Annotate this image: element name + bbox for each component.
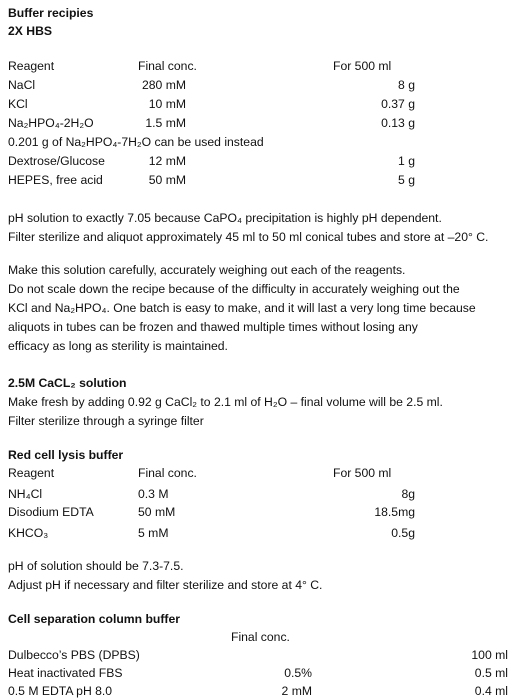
column-header-for-500ml: For 500 ml	[333, 466, 392, 480]
final-conc-value: 5 mM	[138, 526, 169, 540]
paragraph-line: Make fresh by adding 0.92 g CaCl₂ to 2.1 ml of H₂O – final volume will be 2.5 ml.	[8, 395, 443, 409]
final-conc-value: 280 mM	[141, 78, 186, 92]
paragraph-line: Make this solution carefully, accurately weighing out each of the reagents.	[8, 263, 406, 277]
paragraph-line: pH solution to exactly 7.05 because CaPO₄ precipitation is highly pH dependent.	[8, 211, 442, 225]
reagent-name: Na₂HPO₄-2H₂O	[8, 116, 94, 130]
paragraph-line: aliquots in tubes can be frozen and thawed multiple times without losing any	[8, 320, 418, 334]
final-conc-value: 1.5 mM	[145, 116, 186, 130]
paragraph-line: Filter sterilize and aliquot approximately 45 ml to 50 ml conical tubes and store at –20° C.	[8, 230, 489, 244]
paragraph-line: efficacy as long as sterility is maintained.	[8, 339, 228, 353]
reagent-name: Heat inactivated FBS	[8, 666, 123, 680]
reagent-name: NH₄Cl	[8, 487, 43, 501]
column-header-final-conc: Final conc.	[231, 630, 290, 644]
reagent-name: NaCl	[8, 78, 36, 92]
substitution-note: 0.201 g of Na₂HPO₄-7H₂O can be used instead	[8, 135, 264, 149]
reagent-name: 0.5 M EDTA pH 8.0	[8, 684, 113, 698]
paragraph-line: pH of solution should be 7.3-7.5.	[8, 559, 184, 573]
amount-value: 1 g	[398, 154, 415, 168]
paragraph-line: Filter sterilize through a syringe filter	[8, 414, 204, 428]
amount-value: 5 g	[398, 173, 415, 187]
amount-value: 0.5g	[391, 526, 415, 540]
paragraph-line: Adjust pH if necessary and filter sterilize and store at 4° C.	[8, 578, 323, 592]
paragraph-line: Do not scale down the recipe because of the difficulty in accurately weighing out the	[8, 282, 460, 296]
reagent-name: KCl	[8, 97, 28, 111]
section-title-red-cell-lysis: Red cell lysis buffer	[8, 448, 124, 462]
column-header-reagent: Reagent	[8, 59, 55, 73]
paragraph-line: KCl and Na₂HPO₄. One batch is easy to make, and it will last a very long time because	[8, 301, 476, 315]
amount-value: 0.5 ml	[474, 666, 508, 680]
amount-value: 8g	[401, 487, 415, 501]
document-title: Buffer recipies	[8, 6, 94, 20]
amount-value: 0.37 g	[381, 97, 415, 111]
reagent-name: HEPES, free acid	[8, 173, 103, 187]
final-conc-value: 12 mM	[148, 154, 186, 168]
final-conc-value: 50 mM	[148, 173, 186, 187]
column-header-final-conc: Final conc.	[138, 59, 197, 73]
final-conc-value: 50 mM	[138, 505, 176, 519]
reagent-name: KHCO₃	[8, 526, 49, 540]
reagent-name: Dulbecco’s PBS (DPBS)	[8, 648, 140, 662]
column-header-reagent: Reagent	[8, 466, 55, 480]
section-title-column-buffer: Cell separation column buffer	[8, 612, 181, 626]
section-title-cacl2: 2.5M CaCL₂ solution	[8, 376, 127, 390]
amount-value: 0.4 ml	[474, 684, 508, 698]
amount-value: 8 g	[398, 78, 415, 92]
section-title-2x-hbs: 2X HBS	[8, 24, 53, 38]
reagent-name: Disodium EDTA	[8, 505, 94, 519]
final-conc-value: 2 mM	[281, 684, 312, 698]
amount-value: 100 ml	[471, 648, 508, 662]
final-conc-value: 10 mM	[148, 97, 186, 111]
reagent-name: Dextrose/Glucose	[8, 154, 105, 168]
column-header-for-500ml: For 500 ml	[333, 59, 392, 73]
final-conc-value: 0.3 M	[138, 487, 169, 501]
column-header-final-conc: Final conc.	[138, 466, 197, 480]
amount-value: 0.13 g	[381, 116, 415, 130]
amount-value: 18.5mg	[374, 505, 415, 519]
final-conc-value: 0.5%	[284, 666, 312, 680]
